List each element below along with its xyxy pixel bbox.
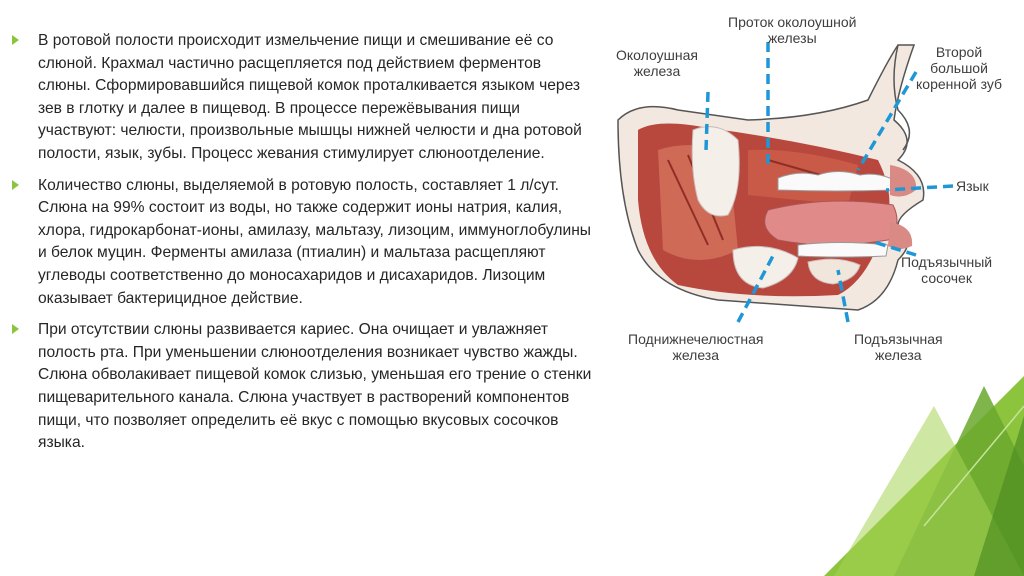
salivary-glands-figure [598, 0, 1024, 392]
label-second-molar: Второй большой коренной зуб [916, 44, 1003, 92]
label-tongue: Язык [956, 178, 989, 194]
decorative-green-corner [724, 376, 1024, 576]
label-parotid-duct: Проток околоушной железы [728, 14, 857, 46]
bullet-item [8, 319, 598, 455]
bullet-text: При отсутствии слюны развивается кариес. Она очищает и увлажняет полость рта. При уменьшении слюноотделения возникает чувство жажды. Слюна обволакивает пищевой комок слизью, уменьшая его трение о стенки пищеварительного канала. Слюна участвует в растворений компонентов пищи, что позволяет определить её вкус с помощью вкусовых сосочков языка. [38, 321, 592, 452]
label-sublingual-gland: Подъязычная железа [854, 331, 943, 363]
label-parotid-gland: Околоушная железа [616, 47, 698, 79]
bullet-arrow-icon [12, 35, 19, 45]
bullet-item [8, 175, 598, 311]
label-submandibular-gland: Поднижнечелюстная железа [628, 331, 764, 363]
bullet-list [8, 30, 598, 464]
bullet-text: В ротовой полости происходит измельчение пищи и смешивание её со слюной. Крахмал частично расщепляется под действием ферментов слюны. Сформировавшийся пищевой комок проталкивается языком через зев в глотку и далее в пищевод. В процессе пережёвывания пищи участвуют: челюсти, произвольные мышцы нижней челюсти и дна ротовой полости, язык, зубы. Процесс жевания стимулирует слюноотделение. [38, 32, 582, 162]
bullet-arrow-icon [12, 324, 19, 334]
bullet-arrow-icon [12, 180, 19, 190]
bullet-item [8, 30, 598, 166]
bullet-text: Количество слюны, выделяемой в ротовую полость, составляет 1 л/сут. Слюна на 99% состоит из воды, но также содержит ионы натрия, калия, хлора, гидрокарбонат-ионы, амилазу, мальтазу, лизоцим, иммуноглобулины и белок муцин. Ферменты амилаза (птиалин) и мальтаза расщепляют углеводы соответственно до моносахаридов и дисахаридов. Лизоцим оказывает бактерицидное действие. [38, 176, 592, 307]
label-sublingual-papilla: Подъязычный сосочек [901, 254, 993, 286]
